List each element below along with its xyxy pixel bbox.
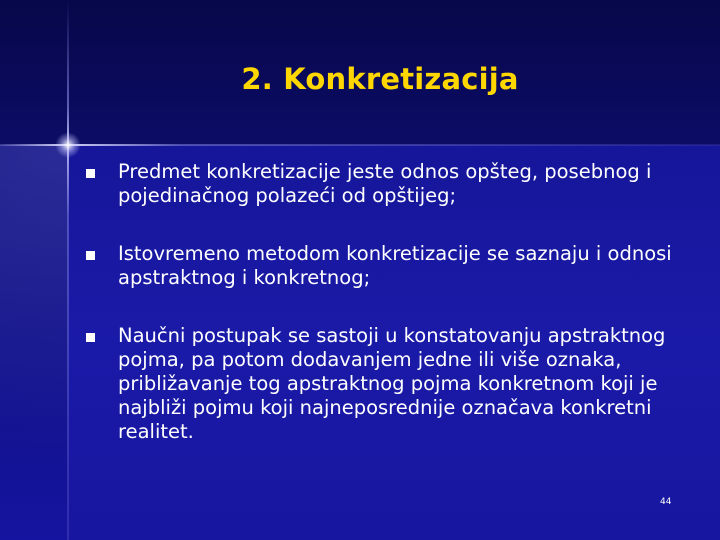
horizontal-light-line — [0, 144, 720, 146]
square-bullet-icon — [86, 169, 95, 178]
square-bullet-icon — [86, 333, 95, 342]
bullet-item — [86, 242, 686, 290]
page-number: 44 — [660, 497, 672, 507]
bullet-text: Naučni postupak se sastoji u konstatovanju apstraktnog pojma, pa potom dodavanjem jedne ili više oznaka, približavanje tog apstraktnog pojma konkretnom koji je najbliži pojmu koji najneposrednije označava konkretni realitet. — [118, 324, 666, 443]
square-bullet-icon — [86, 251, 95, 260]
bullet-item — [86, 160, 686, 208]
bullet-item — [86, 324, 686, 444]
bullet-list — [86, 160, 686, 444]
bullet-text: Predmet konkretizacije jeste odnos opšteg, posebnog i pojedinačnog polazeći od opštijeg; — [118, 160, 652, 207]
bullet-text: Istovremeno metodom konkretizacije se saznaju i odnosi apstraktnog i konkretnog; — [118, 242, 672, 289]
slide-title: 2. Konkretizacija — [241, 62, 519, 96]
light-flare-icon — [55, 132, 81, 158]
